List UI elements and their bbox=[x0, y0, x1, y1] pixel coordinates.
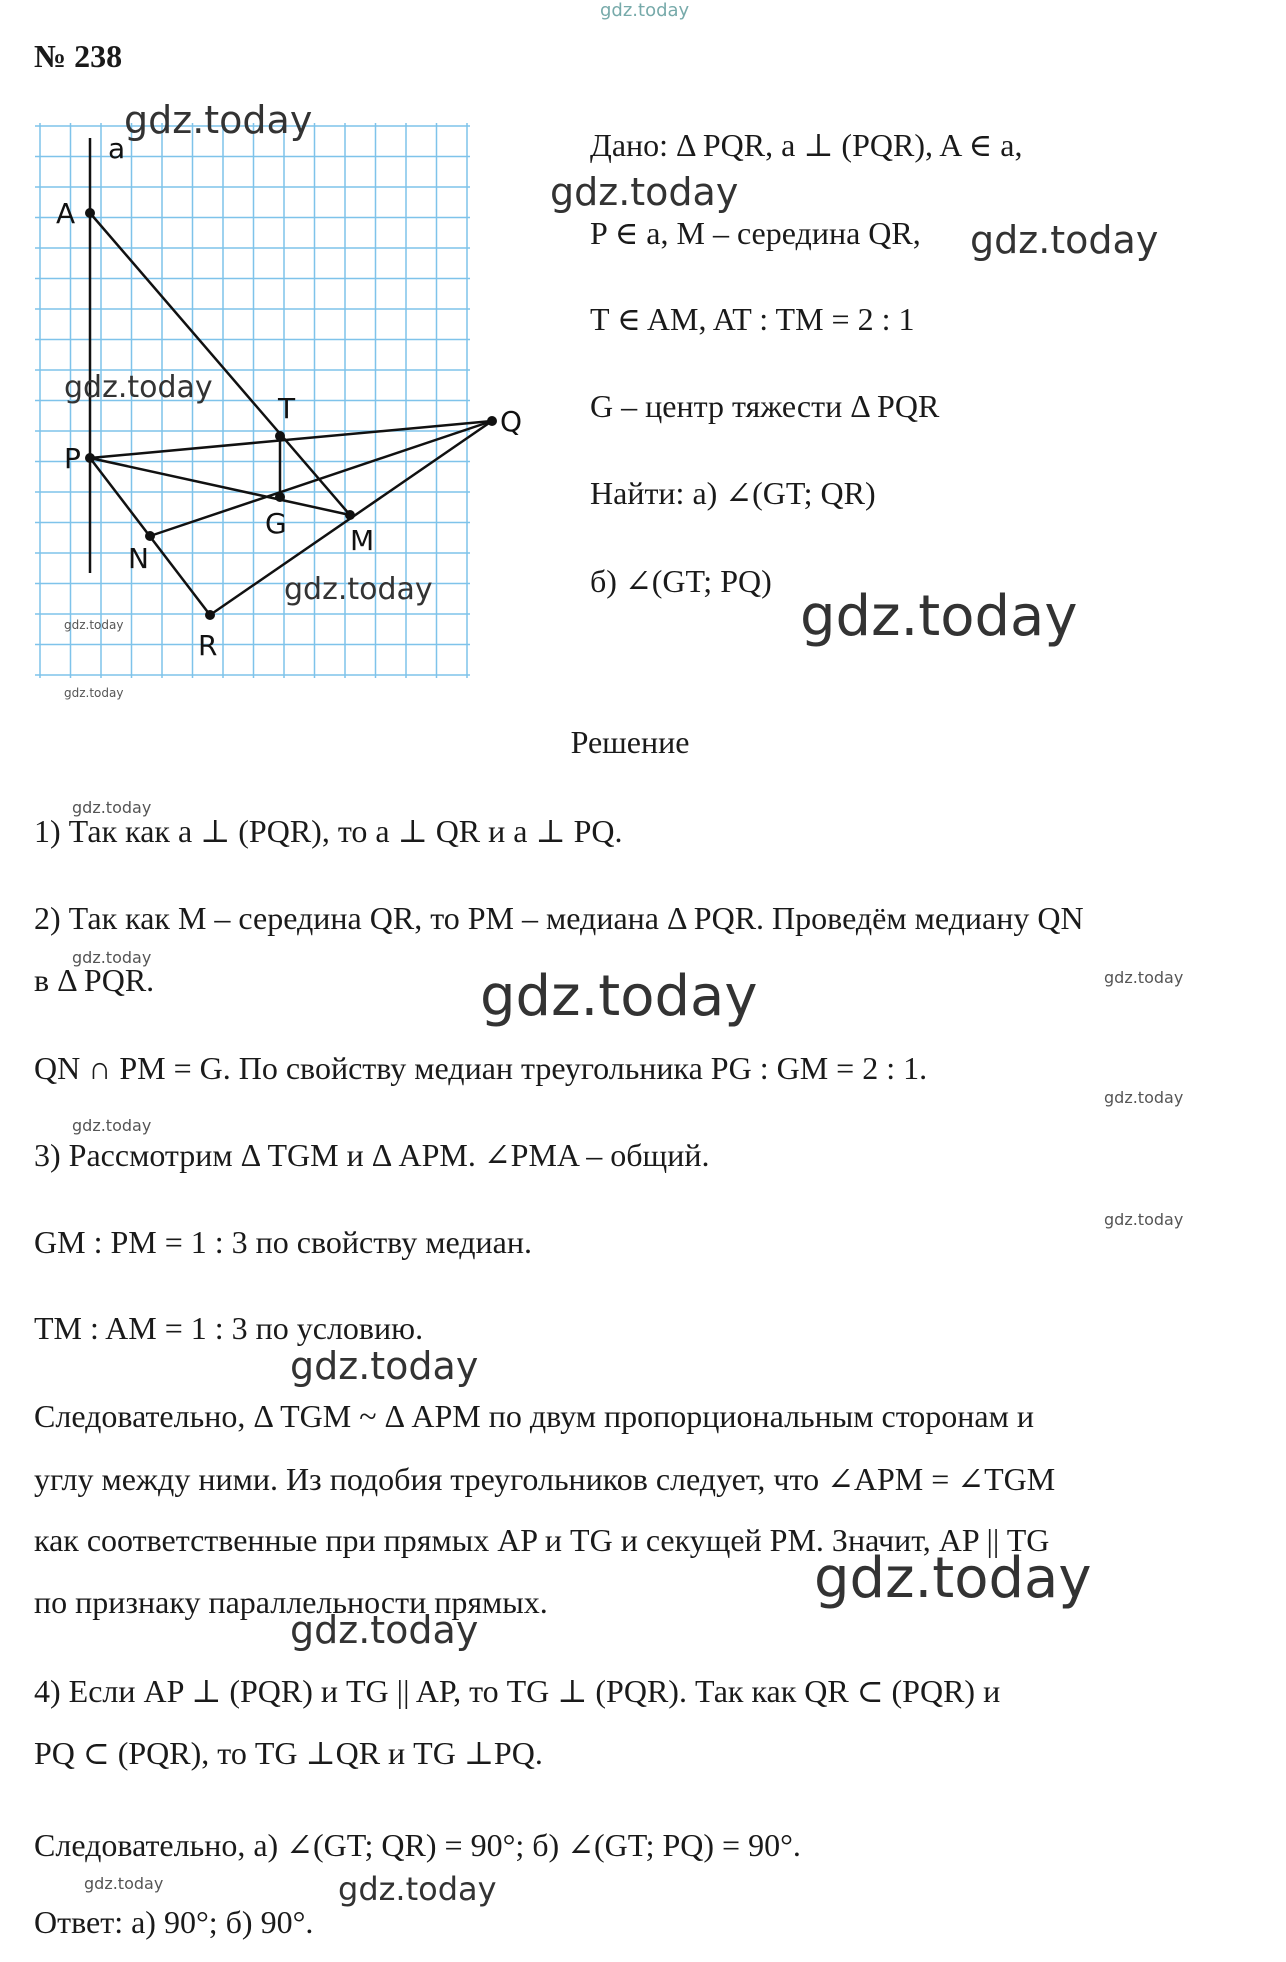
point-R bbox=[205, 610, 215, 620]
segment-AM bbox=[90, 213, 350, 515]
watermark: gdz.today bbox=[1104, 1088, 1184, 1107]
median-QN bbox=[150, 421, 492, 536]
watermark: gdz.today bbox=[480, 964, 758, 1029]
find-line-2: б) ∠(GT; PQ) bbox=[590, 563, 772, 599]
watermark: gdz.today bbox=[814, 1546, 1092, 1611]
watermark: gdz.today bbox=[72, 1116, 152, 1135]
point-A bbox=[85, 208, 95, 218]
watermark: gdz.today bbox=[84, 1874, 164, 1893]
watermark: gdz.today bbox=[64, 686, 124, 700]
watermark: gdz.today bbox=[550, 170, 739, 214]
label-M: M bbox=[350, 524, 375, 557]
label-R: R bbox=[198, 629, 218, 662]
watermark: gdz.today bbox=[338, 1870, 497, 1908]
problem-number: № 238 bbox=[34, 38, 123, 74]
watermark: gdz.today bbox=[72, 948, 152, 967]
solution-step-3e: углу между ними. Из подобия треугольников следует, что ∠APM = ∠TGM bbox=[34, 1461, 1056, 1497]
given-line-3: T ∈ AM, AT : TM = 2 : 1 bbox=[590, 301, 915, 337]
watermark: gdz.today bbox=[64, 618, 124, 632]
watermark: gdz.today bbox=[290, 1344, 479, 1388]
label-a: a bbox=[108, 132, 126, 165]
given-line-1: Дано: Δ PQR, a ⊥ (PQR), A ∈ a, bbox=[590, 127, 1023, 163]
given-line-2: P ∈ a, M – середина QR, bbox=[590, 215, 921, 251]
label-T: T bbox=[278, 392, 296, 425]
solution-step-3f: как соответственные при прямых AP и TG и секущей PM. Значит, AP || TG bbox=[34, 1522, 1050, 1558]
find-line-1: Найти: а) ∠(GT; QR) bbox=[590, 475, 876, 511]
solution-step-4b: PQ ⊂ (PQR), то TG ⊥QR и TG ⊥PQ. bbox=[34, 1735, 543, 1771]
solution-step-3g: по признаку параллельности прямых. bbox=[34, 1584, 548, 1620]
median-PM bbox=[90, 458, 350, 515]
given-line-4: G – центр тяжести Δ PQR bbox=[590, 388, 940, 424]
point-G bbox=[275, 492, 285, 502]
label-N: N bbox=[128, 542, 149, 575]
watermark: gdz.today bbox=[64, 370, 213, 405]
solution-title: Решение bbox=[570, 724, 690, 760]
label-G: G bbox=[265, 507, 287, 540]
point-P bbox=[85, 453, 95, 463]
solution-conclusion: Следовательно, а) ∠(GT; QR) = 90°; б) ∠(GT; PQ) = 90°. bbox=[34, 1827, 801, 1863]
solution-step-4a: 4) Если AP ⊥ (PQR) и TG || AP, то TG ⊥ (PQR). Так как QR ⊂ (PQR) и bbox=[34, 1673, 1001, 1709]
watermark: gdz.today bbox=[290, 1608, 479, 1652]
label-P: P bbox=[64, 442, 81, 475]
watermark: gdz.today bbox=[124, 98, 313, 142]
answer: Ответ: а) 90°; б) 90°. bbox=[34, 1904, 314, 1940]
watermark: gdz.today bbox=[284, 572, 433, 607]
solution-step-3b: GM : PM = 1 : 3 по свойству медиан. bbox=[34, 1224, 532, 1260]
point-T bbox=[275, 431, 285, 441]
watermark: gdz.today bbox=[1104, 1210, 1184, 1229]
solution-step-3a: 3) Рассмотрим Δ TGM и Δ APM. ∠PMA – общий. bbox=[34, 1137, 710, 1173]
solution-step-2c: QN ∩ PM = G. По свойству медиан треугольника PG : GM = 2 : 1. bbox=[34, 1050, 928, 1086]
solution-step-3d: Следовательно, Δ TGM ~ Δ APM по двум пропорциональным сторонам и bbox=[34, 1398, 1034, 1434]
point-N bbox=[145, 531, 155, 541]
label-A: A bbox=[56, 197, 76, 230]
watermark: gdz.today bbox=[1104, 968, 1184, 987]
watermark: gdz.today bbox=[72, 798, 152, 817]
solution-step-2a: 2) Так как M – середина QR, то PM – медиана Δ PQR. Проведём медиану QN bbox=[34, 900, 1084, 936]
solution-step-1: 1) Так как a ⊥ (PQR), то a ⊥ QR и a ⊥ PQ. bbox=[34, 813, 623, 849]
segment-PQ bbox=[90, 421, 492, 458]
watermark-top: gdz.today bbox=[600, 0, 690, 21]
geometry-figure bbox=[30, 118, 550, 698]
watermark: gdz.today bbox=[970, 218, 1159, 262]
solution-step-2b: в Δ PQR. bbox=[34, 962, 155, 998]
point-M bbox=[345, 510, 355, 520]
watermark: gdz.today bbox=[800, 584, 1078, 649]
solution-step-3c: TM : AM = 1 : 3 по условию. bbox=[34, 1310, 424, 1346]
point-Q bbox=[487, 416, 497, 426]
label-Q: Q bbox=[500, 405, 523, 438]
